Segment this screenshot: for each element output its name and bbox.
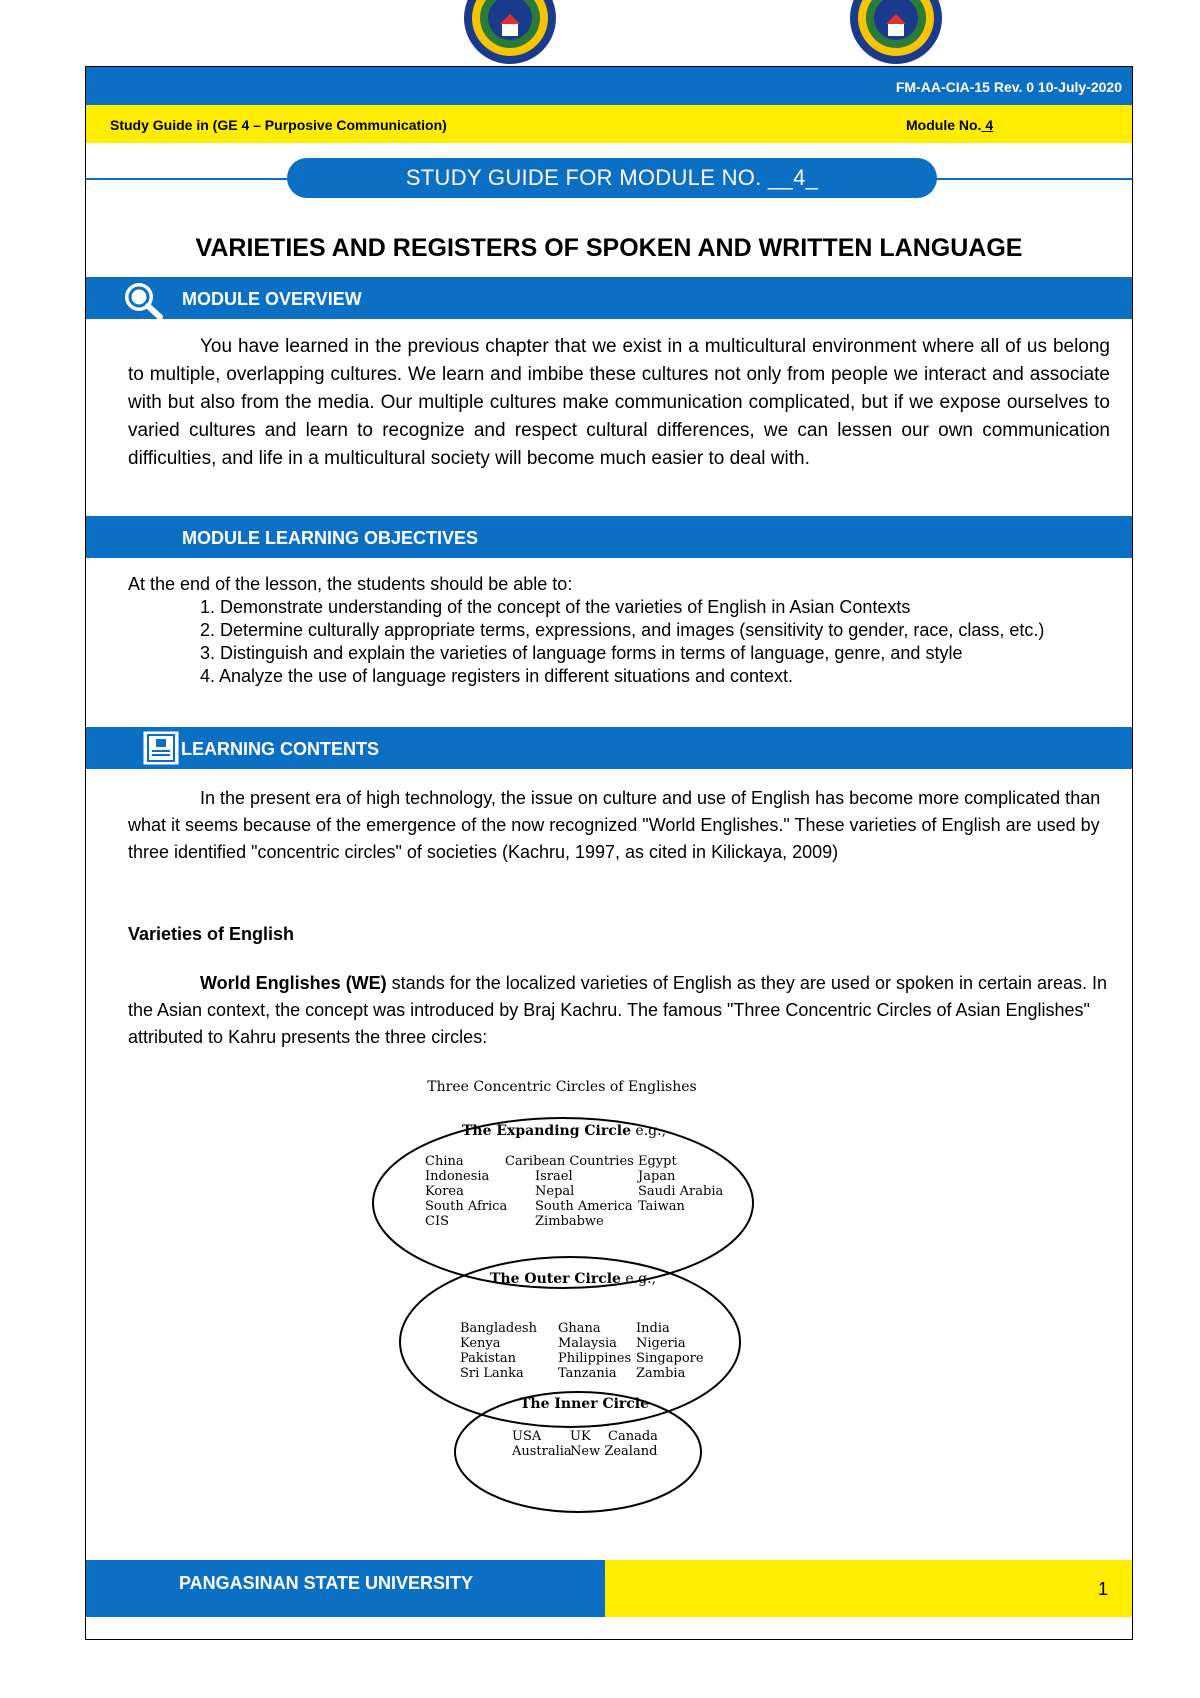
outer-country: Nigeria (636, 1336, 686, 1351)
expanding-heading (462, 1123, 666, 1139)
objectives-heading: MODULE LEARNING OBJECTIVES (182, 528, 479, 548)
expanding-country: Saudi Arabia (638, 1184, 724, 1199)
expanding-country: Japan (638, 1169, 676, 1184)
footer-university: PANGASINAN STATE UNIVERSITY (179, 1573, 474, 1593)
outer-country: Ghana (558, 1321, 601, 1336)
expanding-country: Taiwan (638, 1199, 685, 1214)
banner-label: STUDY GUIDE FOR MODULE NO. __4_ (405, 165, 819, 190)
study-guide-title: Study Guide in (GE 4 – Purposive Communication) (110, 117, 447, 133)
expanding-country: Israel (535, 1169, 573, 1184)
module-number-label (906, 117, 993, 133)
expanding-country: South Africa (425, 1199, 508, 1214)
inner-country: New Zealand (570, 1444, 658, 1459)
expanding-label: The Expanding Circle (462, 1123, 631, 1139)
outer-suffix: e.g., (620, 1271, 657, 1287)
outer-country: Sri Lanka (460, 1366, 524, 1381)
outer-country: Tanzania (558, 1366, 617, 1381)
document-icon (143, 731, 179, 770)
university-seal-left (462, 0, 558, 66)
outer-country: Singapore (636, 1351, 704, 1366)
inner-country: Australia (512, 1444, 572, 1459)
outer-country: Kenya (460, 1336, 501, 1351)
outer-country: Pakistan (460, 1351, 516, 1366)
footer-yellow-block (605, 1560, 1132, 1617)
varieties-subheading: Varieties of English (128, 924, 295, 944)
outer-col1 (460, 1321, 538, 1381)
magnifier-icon (122, 281, 166, 324)
objective-item: 3. Distinguish and explain the varieties of language forms in terms of language, genre, and style (200, 643, 963, 663)
university-seal-right (848, 0, 944, 66)
outer-label: The Outer Circle (490, 1271, 621, 1287)
outer-heading (490, 1271, 656, 1287)
world-englishes-paragraph (128, 970, 1110, 1051)
objective-item: 4. Analyze the use of language registers in different situations and context. (200, 666, 794, 686)
overview-heading: MODULE OVERVIEW (182, 289, 362, 309)
expanding-col3 (636, 1154, 723, 1214)
inner-country: USA (512, 1429, 542, 1444)
overview-text: You have learned in the previous chapter that we exist in a multicultural environment where all of us belong to multiple, overlapping cultures. We learn and imbibe these cultures not only from people we interact and associate with but also from the media. Our multiple cultures make communication complicated, but if we expose ourselves to varied cultures and learn to recognize and respect cultural differences, we can lessen our own communication difficulties, and life in a multicultural society will become much easier to deal with. (128, 336, 1110, 469)
section-objectives (86, 516, 1132, 558)
outer-country: Philippines (558, 1351, 632, 1366)
expanding-country: South America (535, 1199, 633, 1214)
expanding-country: China (425, 1154, 464, 1169)
objective-item: 2. Determine culturally appropriate terms, expressions, and images (sensitivity to gender, race, class, etc.) (200, 620, 1045, 640)
expanding-country: Nepal (535, 1184, 575, 1199)
expanding-suffix: e.g., (630, 1123, 667, 1139)
contents-heading: LEARNING CONTENTS (181, 739, 379, 759)
inner-label: The Inner Circle (520, 1396, 650, 1412)
inner-country: Canada (608, 1429, 658, 1444)
world-englishes-term: World Englishes (WE) (200, 973, 387, 993)
contents-intro: In the present era of high technology, the issue on culture and use of English has become more complicated than what it seems because of the emergence of the now recognized "World Englishes." These varieties of English are used by three identified "concentric circles" of societies (Kachru, 1997, as cited in Kilickaya, 2009) (128, 788, 1101, 862)
inner-country: UK (570, 1429, 591, 1444)
concentric-circles-diagram (340, 1075, 800, 1520)
page-number: 1 (1098, 1579, 1109, 1599)
outer-country: India (636, 1321, 670, 1336)
expanding-col2 (505, 1154, 634, 1229)
diagram-title: Three Concentric Circles of Englishes (427, 1079, 697, 1095)
banner-line-left (86, 178, 291, 180)
inner-countries (511, 1429, 658, 1459)
page-title: VARIETIES AND REGISTERS OF SPOKEN AND WRITTEN LANGUAGE (195, 234, 1023, 262)
outer-country: Zambia (636, 1366, 686, 1381)
objectives-list (128, 596, 1110, 688)
outer-col3 (636, 1321, 704, 1381)
section-overview (86, 277, 1132, 319)
module-label: Module No. (906, 117, 982, 133)
expanding-country: Caribean Countries (505, 1154, 634, 1169)
banner-line-right (933, 178, 1132, 180)
outer-col2 (558, 1321, 631, 1381)
study-guide-banner (287, 158, 937, 198)
outer-country: Malaysia (558, 1336, 617, 1351)
expanding-country: Korea (425, 1184, 464, 1199)
objectives-lead: At the end of the lesson, the students should be able to: (128, 574, 573, 594)
world-englishes-text: stands for the localized varieties of English as they are used or spoken in certain areas. In the Asian context, the concept was introduced by Braj Kachru. The famous "Three Concentric Circles of Asian Englishes" attributed to Kahru presents the three circles: (128, 973, 1108, 1047)
expanding-country: Egypt (638, 1154, 677, 1169)
objective-item: 1. Demonstrate understanding of the concept of the varieties of English in Asian Contexts (200, 597, 911, 617)
expanding-country: Zimbabwe (535, 1214, 604, 1229)
section-contents (86, 727, 1132, 769)
expanding-country: Indonesia (425, 1169, 490, 1184)
form-code: FM-AA-CIA-15 Rev. 0 10-July-2020 (895, 79, 1122, 95)
objectives-block (128, 573, 1110, 688)
expanding-col1 (425, 1154, 507, 1229)
module-number: 4 (981, 117, 994, 133)
expanding-country: CIS (425, 1214, 449, 1229)
outer-country: Bangladesh (460, 1321, 537, 1336)
